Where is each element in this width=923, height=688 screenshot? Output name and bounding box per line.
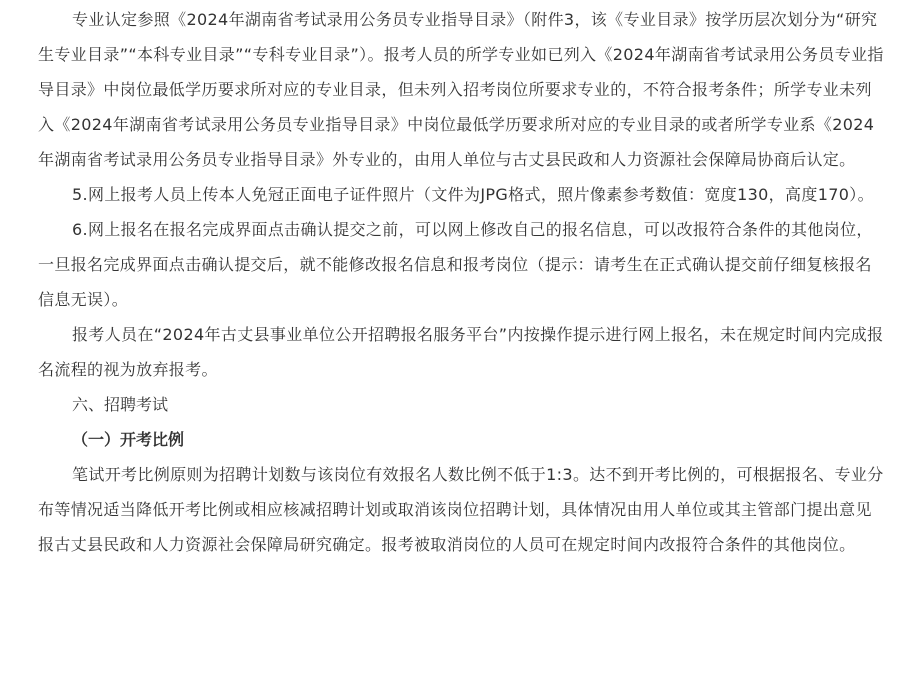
paragraph-major-recognition: 专业认定参照《2024年湖南省考试录用公务员专业指导目录》（附件3，该《专业目录》按学历层次划分为“研究生专业目录”“本科专业目录”“专科专业目录”）。报考人员的所学专业如已列入《2024年湖南省考试录用公务员专业指导目录》中岗位最低学历要求所对应的专业目录，但未列入招考岗位所要求专业的，不符合报考条件；所学专业未列入《2024年湖南省考试录用公务员专业指导目录》中岗位最低学历要求所对应的专业目录的或者所学专业系《2024年湖南省考试录用公务员专业指导目录》外专业的，由用人单位与古丈县民政和人力资源社会保障局协商后认定。: [38, 10, 884, 169]
paragraph-online-registration: 报考人员在“2024年古丈县事业单位公开招聘报名服务平台”内按操作提示进行网上报名，未在规定时间内完成报名流程的视为放弃报考。: [38, 325, 884, 379]
sub-heading: （一）开考比例: [72, 430, 185, 449]
paragraph-photo-upload: 5.网上报考人员上传本人免冠正面电子证件照片（文件为JPG格式，照片像素参考数值：宽度130，高度170）。: [72, 185, 875, 204]
section-heading: 六、招聘考试: [72, 395, 169, 414]
paragraph-modify-registration: 6.网上报名在报名完成界面点击确认提交之前，可以网上修改自己的报名信息，可以改报符合条件的其他岗位，一旦报名完成界面点击确认提交后，就不能修改报名信息和报考岗位（提示：请考生在正式确认提交前仔细复核报名信息无误）。: [38, 220, 873, 309]
paragraph-exam-ratio: 笔试开考比例原则为招聘计划数与该岗位有效报名人数比例不低于1:3。达不到开考比例的，可根据报名、专业分布等情况适当降低开考比例或相应核减招聘计划或取消该岗位招聘计划，具体情况由用人单位或其主管部门提出意见报古丈县民政和人力资源社会保障局研究确定。报考被取消岗位的人员可在规定时间内改报符合条件的其他岗位。: [38, 465, 884, 554]
